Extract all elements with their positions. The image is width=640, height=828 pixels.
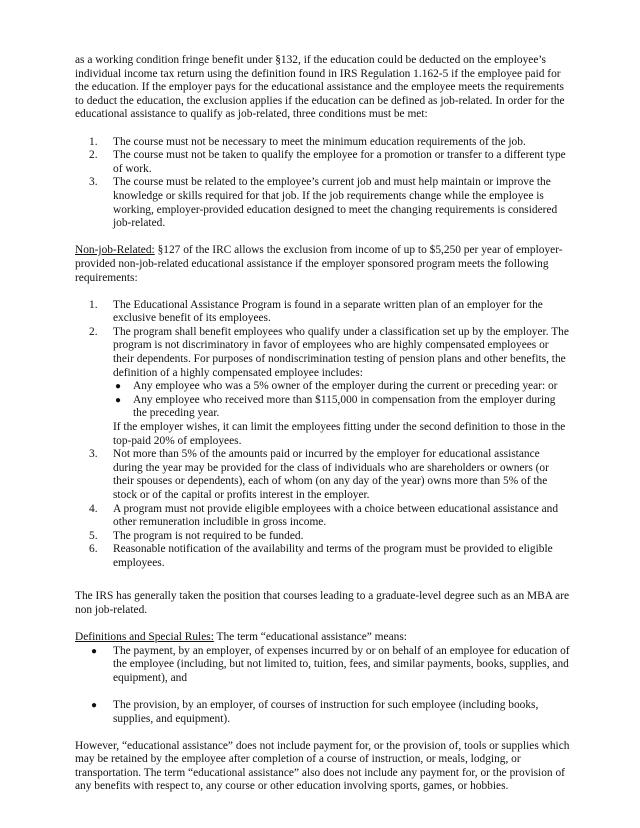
non-job-related-text: §127 of the IRC allows the exclusion from income of up to $5,250 per year of employer-provided non-job-related educational assistance if the employer sponsored program meets the following requirements: (75, 244, 563, 284)
list-item (75, 176, 570, 230)
bullet-icon: ● (91, 645, 98, 657)
bullet-icon: ● (115, 394, 122, 406)
list-item (75, 136, 570, 150)
list-item (75, 326, 570, 448)
list-text: The payment, by an employer, of expenses incurred by or on behalf of an employee for education of the employee (including, but not limited to, tuition, fees, and similar payments, books, supplies, and equipment), and (113, 644, 570, 684)
list-item (75, 645, 570, 686)
list-item (75, 380, 570, 394)
list-text: A program must not provide eligible employees with a choice between educational assistance and other remuneration includible in gross income. (113, 502, 559, 529)
list-text: The program is not required to be funded. (113, 529, 304, 542)
closing-paragraph: However, “educational assistance” does not include payment for, or the provision of, tools or supplies which may be retained by the employee after completion of a course of instruction, or meals, lodging, or transportation. The term “educational assistance” also does not include any payment for, or the provision of any benefits with respect to, any course or other education involving sports, games, or hobbies. (75, 739, 570, 793)
list-item (75, 530, 570, 544)
list-item (75, 448, 570, 502)
list-number: 4. (89, 502, 98, 515)
list-text: The Educational Assistance Program is found in a separate written plan of an employer for the exclusive benefit of its employees. (113, 298, 543, 325)
list-spacer (75, 685, 570, 699)
list-text: Reasonable notification of the availability and terms of the program must be provided to eligible employees. (113, 543, 553, 569)
requirements-list (75, 299, 570, 571)
list-number: 3. (89, 176, 98, 189)
hce-bullet-list (75, 380, 570, 421)
bullet-icon: ● (91, 699, 98, 711)
list-number: 3. (89, 448, 98, 461)
non-job-related-paragraph (75, 244, 570, 285)
list-text: The course must be related to the employee’s current job and must help maintain or improve the knowledge or skills required for that job. If the job requirements change while the employee is working, employer-provided education designed to meet the changing requirements is considered job-related. (113, 176, 558, 230)
list-text: The program shall benefit employees who qualify under a classification set up by the employer. The program is not discriminatory in favor of employees who are highly compensated employees or their dependents. For purposes of nondiscrimination testing of pension plans and other benefits, the definition of a highly compensated employee includes: (113, 325, 569, 379)
list-number: 6. (89, 543, 98, 556)
list-text: Any employee who was a 5% owner of the employer during the current or preceding year: or (133, 380, 558, 393)
intro-paragraph: as a working condition fringe benefit under §132, if the education could be deducted on the employee’s individual income tax return using the definition found in IRS Regulation 1.162-5 if the employee paid for the education. If the employer pays for the educational assistance and the employee meets the requirements to deduct the education, the exclusion applies if the education can be defined as job-related. In order for the educational assistance to qualify as job-related, three conditions must be met: (75, 54, 565, 121)
list-item (75, 394, 570, 421)
job-related-conditions-list (75, 136, 570, 231)
list-number: 1. (89, 135, 98, 148)
list-text: Any employee who received more than $115,000 in compensation from the employer during the preceding year. (133, 393, 556, 420)
list-text: The course must not be taken to qualify the employee for a promotion or transfer to a different type of work. (113, 149, 566, 175)
list-item (75, 503, 570, 530)
document-page (75, 54, 570, 794)
list-text: The provision, by an employer, of courses of instruction for such employee (including books, supplies, and equipment). (113, 698, 539, 725)
bullet-icon: ● (115, 381, 122, 393)
hce-note: If the employer wishes, it can limit the employees fitting under the second definition to those in the top-paid 20% of employees. (113, 421, 566, 447)
list-text: Not more than 5% of the amounts paid or incurred by the employer for educational assistance during the year may be provided for the class of individuals who are shareholders or owners (or their spouses or dependents), each of whom (on any day of the year) owns more than 5% of the stock or of the capital or profits interest in the employer. (113, 448, 549, 501)
non-job-related-heading: Non-job-Related: (75, 244, 155, 257)
definitions-text: The term “educational assistance” means: (213, 630, 407, 643)
list-number: 2. (89, 325, 98, 338)
definition-bullet-list (75, 645, 570, 727)
irs-position-paragraph: The IRS has generally taken the position that courses leading to a graduate-level degree such as an MBA are non job-related. (75, 590, 570, 616)
definitions-heading: Definitions and Special Rules: (75, 630, 214, 643)
list-item (75, 299, 570, 326)
list-item (75, 543, 570, 570)
definitions-paragraph (75, 631, 570, 645)
list-number: 5. (89, 529, 98, 542)
list-item (75, 149, 570, 176)
list-number: 2. (89, 149, 98, 162)
list-number: 1. (89, 298, 98, 311)
list-text: The course must not be necessary to meet the minimum education requirements of the job. (113, 135, 526, 148)
list-item (75, 699, 570, 726)
